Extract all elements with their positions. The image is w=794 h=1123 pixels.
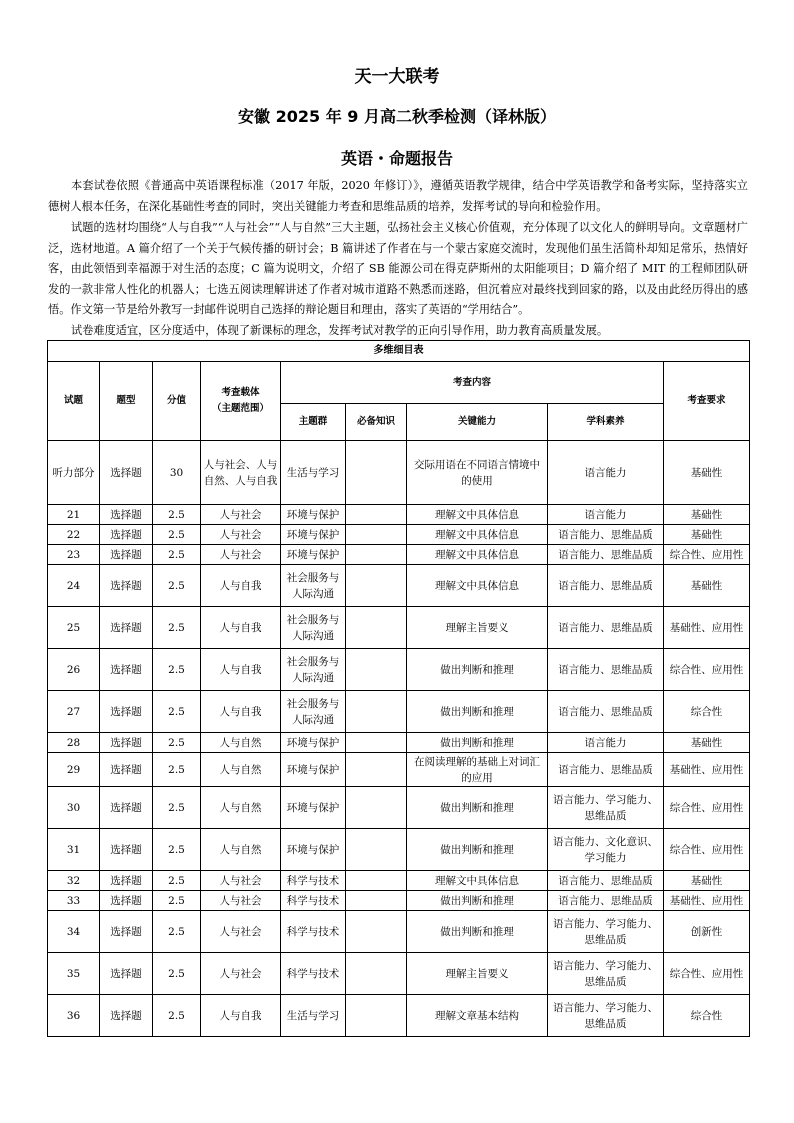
- cell-carrier: 人与自我: [201, 649, 281, 691]
- cell-type: 选择题: [100, 891, 153, 911]
- intro-paragraph-3: 试卷难度适宜，区分度适中，体现了新课标的理念，发挥考试对教学的正向引导作用，助力教育高质量发展。: [71, 324, 609, 337]
- cell-literacy: 语言能力、文化意识、学习能力: [548, 829, 664, 871]
- cell-literacy: 语言能力、学习能力、思维品质: [548, 787, 664, 829]
- cell-item: 27: [48, 691, 100, 733]
- cell-theme: 生活与学习: [281, 441, 346, 505]
- cell-knowledge: [346, 871, 407, 891]
- cell-knowledge: [346, 829, 407, 871]
- cell-score: 2.5: [153, 787, 201, 829]
- cell-item: 23: [48, 545, 100, 565]
- cell-item: 21: [48, 505, 100, 525]
- cell-item: 29: [48, 753, 100, 787]
- cell-knowledge: [346, 787, 407, 829]
- cell-literacy: 语言能力、思维品质: [548, 565, 664, 607]
- cell-knowledge: [346, 441, 407, 505]
- specification-table: [47, 340, 750, 1037]
- cell-type: 选择题: [100, 441, 153, 505]
- cell-theme: 科学与技术: [281, 911, 346, 953]
- cell-ability: 理解文中具体信息: [407, 525, 548, 545]
- cell-item: 25: [48, 607, 100, 649]
- cell-theme: 科学与技术: [281, 871, 346, 891]
- cell-theme: 环境与保护: [281, 829, 346, 871]
- cell-carrier: 人与社会: [201, 545, 281, 565]
- cell-knowledge: [346, 505, 407, 525]
- cell-carrier: 人与社会: [201, 891, 281, 911]
- cell-knowledge: [346, 691, 407, 733]
- cell-ability: 理解文章基本结构: [407, 995, 548, 1037]
- table-row: [48, 441, 750, 505]
- cell-carrier: 人与社会: [201, 505, 281, 525]
- header-knowledge: 必备知识: [346, 404, 407, 441]
- cell-score: 2.5: [153, 829, 201, 871]
- cell-score: 2.5: [153, 649, 201, 691]
- cell-type: 选择题: [100, 911, 153, 953]
- table-row: [48, 607, 750, 649]
- header-type: 题型: [100, 362, 153, 441]
- header-item: 试题: [48, 362, 100, 441]
- cell-requirement: 综合性、应用性: [664, 953, 750, 995]
- header-carrier-sub: （主题范围）: [211, 403, 269, 414]
- cell-ability: 理解主旨要义: [407, 953, 548, 995]
- header-carrier: [201, 362, 281, 441]
- cell-ability: 做出判断和推理: [407, 891, 548, 911]
- cell-carrier: 人与自然: [201, 787, 281, 829]
- cell-theme: 环境与保护: [281, 733, 346, 753]
- cell-score: 2.5: [153, 871, 201, 891]
- cell-item: 32: [48, 871, 100, 891]
- cell-requirement: 综合性、应用性: [664, 787, 750, 829]
- cell-knowledge: [346, 995, 407, 1037]
- cell-ability: 做出判断和推理: [407, 733, 548, 753]
- cell-literacy: 语言能力: [548, 505, 664, 525]
- table-row: [48, 753, 750, 787]
- cell-theme: 科学与技术: [281, 891, 346, 911]
- cell-literacy: 语言能力、思维品质: [548, 753, 664, 787]
- cell-carrier: 人与自然: [201, 753, 281, 787]
- cell-score: 2.5: [153, 911, 201, 953]
- cell-requirement: 综合性、应用性: [664, 829, 750, 871]
- table-row: [48, 911, 750, 953]
- cell-ability: 理解文中具体信息: [407, 505, 548, 525]
- cell-requirement: 基础性: [664, 733, 750, 753]
- cell-score: 2.5: [153, 691, 201, 733]
- intro-paragraph-2: 试题的选材均围绕“人与自我”“人与社会”“人与自然”三大主题，弘扬社会主义核心价值观，充分体现了以文化人的鲜明导向。文章题材广泛，选材地道。A 篇介绍了一个关于气候传播的研讨会；B 篇讲述了作者在与一个蒙古家庭交流时，发现他们虽生活简朴却知足常乐，热情好客，由此领悟到幸福源于对生活的态度；C 篇为说明文，介绍了 SB 能源公司在得克萨斯州的太阳能项目；D 篇介绍了 MIT 的工程师团队研发的一款非常人性化的机器人；七选五阅读理解讲述了作者对城市道路不熟悉而迷路，但沉着应对最终找到回家的路，以及由此经历得出的感悟。作文第一节是给外教写一封邮件说明自己选择的辩论题目和理由，落实了英语的“学用结合”。: [48, 221, 748, 316]
- cell-theme: 社会服务与人际沟通: [281, 649, 346, 691]
- cell-theme: 社会服务与人际沟通: [281, 607, 346, 649]
- cell-requirement: 基础性: [664, 505, 750, 525]
- table-row: [48, 505, 750, 525]
- cell-literacy: 语言能力、思维品质: [548, 525, 664, 545]
- cell-literacy: 语言能力、思维品质: [548, 891, 664, 911]
- exam-subtitle: 安徽 2025 年 9 月高二秋季检测（译林版）: [238, 107, 556, 126]
- cell-item: 33: [48, 891, 100, 911]
- cell-requirement: 综合性: [664, 995, 750, 1037]
- cell-requirement: 综合性、应用性: [664, 545, 750, 565]
- header-theme: 主题群: [281, 404, 346, 441]
- cell-requirement: 综合性: [664, 691, 750, 733]
- cell-type: 选择题: [100, 733, 153, 753]
- table-row: [48, 871, 750, 891]
- cell-type: 选择题: [100, 787, 153, 829]
- cell-requirement: 基础性: [664, 565, 750, 607]
- cell-carrier: 人与社会: [201, 953, 281, 995]
- cell-literacy: 语言能力、思维品质: [548, 691, 664, 733]
- cell-requirement: 综合性、应用性: [664, 649, 750, 691]
- table-row: [48, 565, 750, 607]
- cell-theme: 环境与保护: [281, 505, 346, 525]
- cell-type: 选择题: [100, 753, 153, 787]
- table-row: [48, 545, 750, 565]
- header-carrier-label: 考查载体: [221, 387, 260, 398]
- cell-item: 36: [48, 995, 100, 1037]
- cell-score: 2.5: [153, 565, 201, 607]
- cell-literacy: 语言能力、思维品质: [548, 649, 664, 691]
- cell-carrier: 人与社会: [201, 525, 281, 545]
- cell-item: 28: [48, 733, 100, 753]
- cell-ability: 交际用语在不同语言情境中的使用: [407, 441, 548, 505]
- table-row: [48, 649, 750, 691]
- cell-ability: 理解主旨要义: [407, 607, 548, 649]
- cell-item: 30: [48, 787, 100, 829]
- cell-item: 31: [48, 829, 100, 871]
- table-row: [48, 525, 750, 545]
- table-caption: 多维细目表: [48, 341, 750, 362]
- cell-knowledge: [346, 649, 407, 691]
- cell-knowledge: [346, 953, 407, 995]
- cell-requirement: 基础性、应用性: [664, 891, 750, 911]
- header-literacy: 学科素养: [548, 404, 664, 441]
- cell-carrier: 人与自然: [201, 733, 281, 753]
- cell-theme: 社会服务与人际沟通: [281, 565, 346, 607]
- cell-ability: 做出判断和推理: [407, 787, 548, 829]
- cell-ability: 理解文中具体信息: [407, 565, 548, 607]
- cell-literacy: 语言能力: [548, 441, 664, 505]
- cell-theme: 生活与学习: [281, 995, 346, 1037]
- cell-score: 2.5: [153, 525, 201, 545]
- cell-item: 35: [48, 953, 100, 995]
- header-requirement: 考查要求: [664, 362, 750, 441]
- cell-type: 选择题: [100, 649, 153, 691]
- cell-requirement: 基础性: [664, 525, 750, 545]
- cell-carrier: 人与社会: [201, 871, 281, 891]
- cell-theme: 社会服务与人际沟通: [281, 691, 346, 733]
- cell-score: 2.5: [153, 953, 201, 995]
- table-row: [48, 733, 750, 753]
- cell-carrier: 人与社会: [201, 911, 281, 953]
- table-row: [48, 787, 750, 829]
- cell-theme: 环境与保护: [281, 545, 346, 565]
- cell-item: 22: [48, 525, 100, 545]
- cell-knowledge: [346, 525, 407, 545]
- cell-type: 选择题: [100, 545, 153, 565]
- cell-item: 24: [48, 565, 100, 607]
- cell-literacy: 语言能力: [548, 733, 664, 753]
- cell-theme: 科学与技术: [281, 953, 346, 995]
- cell-type: 选择题: [100, 871, 153, 891]
- cell-requirement: 基础性: [664, 871, 750, 891]
- cell-theme: 环境与保护: [281, 753, 346, 787]
- table-row: [48, 691, 750, 733]
- cell-literacy: 语言能力、学习能力、思维品质: [548, 953, 664, 995]
- cell-score: 2.5: [153, 607, 201, 649]
- table-row: [48, 829, 750, 871]
- cell-knowledge: [346, 545, 407, 565]
- cell-ability: 理解文中具体信息: [407, 545, 548, 565]
- cell-knowledge: [346, 607, 407, 649]
- cell-ability: 做出判断和推理: [407, 691, 548, 733]
- cell-carrier: 人与自我: [201, 607, 281, 649]
- cell-ability: 理解文中具体信息: [407, 871, 548, 891]
- cell-knowledge: [346, 565, 407, 607]
- cell-theme: 环境与保护: [281, 525, 346, 545]
- cell-score: 2.5: [153, 733, 201, 753]
- cell-ability: 在阅读理解的基础上对词汇的应用: [407, 753, 548, 787]
- cell-theme: 环境与保护: [281, 787, 346, 829]
- cell-ability: 做出判断和推理: [407, 911, 548, 953]
- cell-type: 选择题: [100, 525, 153, 545]
- cell-requirement: 基础性、应用性: [664, 753, 750, 787]
- cell-literacy: 语言能力、学习能力、思维品质: [548, 995, 664, 1037]
- cell-knowledge: [346, 891, 407, 911]
- cell-score: 2.5: [153, 753, 201, 787]
- cell-type: 选择题: [100, 995, 153, 1037]
- cell-type: 选择题: [100, 505, 153, 525]
- cell-ability: 做出判断和推理: [407, 829, 548, 871]
- cell-requirement: 基础性、应用性: [664, 607, 750, 649]
- cell-score: 2.5: [153, 995, 201, 1037]
- cell-ability: 做出判断和推理: [407, 649, 548, 691]
- table-body: [48, 441, 750, 1037]
- cell-literacy: 语言能力、学习能力、思维品质: [548, 911, 664, 953]
- cell-requirement: 创新性: [664, 911, 750, 953]
- cell-score: 2.5: [153, 505, 201, 525]
- cell-literacy: 语言能力、思维品质: [548, 871, 664, 891]
- cell-item: 听力部分: [48, 441, 100, 505]
- cell-carrier: 人与自我: [201, 565, 281, 607]
- header-score: 分值: [153, 362, 201, 441]
- cell-literacy: 语言能力、思维品质: [548, 607, 664, 649]
- cell-literacy: 语言能力、思维品质: [548, 545, 664, 565]
- cell-carrier: 人与自我: [201, 691, 281, 733]
- cell-score: 2.5: [153, 891, 201, 911]
- table-row: [48, 953, 750, 995]
- cell-item: 26: [48, 649, 100, 691]
- cell-knowledge: [346, 733, 407, 753]
- table-row: [48, 891, 750, 911]
- report-title: 英语・命题报告: [340, 149, 453, 168]
- cell-type: 选择题: [100, 565, 153, 607]
- cell-type: 选择题: [100, 953, 153, 995]
- cell-type: 选择题: [100, 607, 153, 649]
- cell-score: 2.5: [153, 545, 201, 565]
- cell-knowledge: [346, 753, 407, 787]
- cell-type: 选择题: [100, 829, 153, 871]
- page-title: 天一大联考: [354, 67, 440, 87]
- cell-knowledge: [346, 911, 407, 953]
- cell-carrier: 人与社会、人与自然、人与自我: [201, 441, 281, 505]
- intro-paragraph-1: 本套试卷依照《普通高中英语课程标准（2017 年版，2020 年修订）》，遵循英语教学规律，结合中学英语教学和备考实际，坚持落实立德树人根本任务，在深化基础性考查的同时，突出关键能力考查和思维品质的培养，发挥考试的导向和检验作用。: [48, 179, 748, 213]
- header-ability: 关键能力: [407, 404, 548, 441]
- cell-score: 30: [153, 441, 201, 505]
- cell-item: 34: [48, 911, 100, 953]
- header-content: 考查内容: [281, 362, 664, 404]
- cell-type: 选择题: [100, 691, 153, 733]
- cell-carrier: 人与自然: [201, 829, 281, 871]
- cell-requirement: 基础性: [664, 441, 750, 505]
- cell-carrier: 人与自我: [201, 995, 281, 1037]
- table-row: [48, 995, 750, 1037]
